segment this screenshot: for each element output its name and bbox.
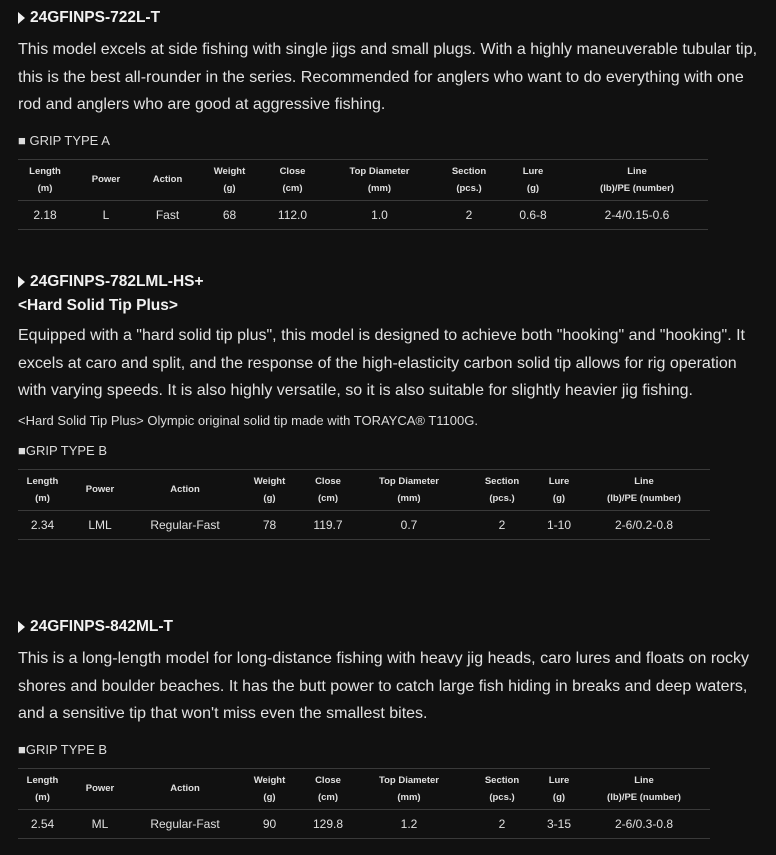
grip-type: ■GRIP TYPE B (18, 442, 108, 458)
cell-weight: 78 (237, 510, 302, 539)
model-title (18, 272, 763, 292)
table-header-row (18, 469, 710, 510)
column-header-label: Top Diameter (378, 475, 439, 487)
column-header-unit: (g) (552, 791, 566, 803)
grip-type: ■GRIP TYPE B (18, 741, 108, 757)
column-header-close (264, 159, 321, 200)
column-header-length (18, 159, 72, 200)
column-header-power (67, 768, 133, 809)
column-header-label: Length (29, 165, 61, 177)
cell-section: 2 (464, 510, 540, 539)
cell-action: Regular-Fast (133, 809, 237, 838)
cell-close: 129.8 (302, 809, 354, 838)
column-header-label: Action (170, 783, 200, 794)
cell-length: 2.18 (18, 200, 72, 229)
model-title-text: 24GFINPS-722L-T (30, 9, 161, 26)
column-header-label: Section (484, 774, 520, 786)
triangle-right-icon (18, 12, 25, 24)
column-header-weight (195, 159, 264, 200)
table-header-row (18, 159, 708, 200)
cell-section: 2 (464, 809, 540, 838)
cell-power: ML (67, 809, 133, 838)
table-row (18, 809, 710, 838)
column-header-label: Weight (253, 475, 286, 487)
column-header-unit: (mm) (397, 791, 421, 803)
column-header-unit: (lb)/PE (number) (607, 791, 681, 803)
column-header-section (464, 469, 540, 510)
model-note: <Hard Solid Tip Plus> Olympic original solid tip made with TORAYCA® T1100G. (18, 412, 478, 428)
cell-weight: 90 (237, 809, 302, 838)
column-header-unit: (m) (35, 492, 50, 504)
column-header-label: Line (634, 774, 654, 786)
column-header-lure (500, 159, 566, 200)
column-header-label: Power (91, 174, 121, 185)
model-subtitle: <Hard Solid Tip Plus> (18, 297, 178, 314)
cell-action: Fast (140, 200, 195, 229)
cell-section: 2 (438, 200, 500, 229)
column-header-unit: (pcs.) (456, 182, 482, 194)
column-header-label: Lure (548, 475, 570, 487)
column-header-weight (237, 469, 302, 510)
spec-table (18, 768, 710, 839)
table-header-row (18, 768, 710, 809)
column-header-unit: (cm) (317, 791, 339, 803)
spec-table (18, 469, 710, 540)
grip-type: ■ GRIP TYPE A (18, 132, 110, 148)
column-header-lure (540, 768, 578, 809)
column-header-unit: (g) (526, 182, 540, 194)
column-header-close (302, 768, 354, 809)
column-header-unit: (mm) (397, 492, 421, 504)
model-section-782lml-hs (18, 272, 763, 540)
column-header-label: Weight (253, 774, 286, 786)
cell-lure: 3-15 (540, 809, 578, 838)
cell-line: 2-6/0.2-0.8 (578, 510, 710, 539)
model-description: This model excels at side fishing with single jigs and small plugs. With a highly maneuverable tubular tip, this is the best all-rounder in the series. Recommended for anglers who want to do everything with one rod and anglers who are good at aggressive fishing. (18, 41, 758, 113)
cell-top-diameter: 1.0 (321, 200, 438, 229)
column-header-label: Action (152, 174, 183, 185)
column-header-length (18, 768, 67, 809)
model-title-text: 24GFINPS-842ML-T (30, 618, 173, 635)
column-header-line (578, 768, 710, 809)
column-header-label: Section (451, 165, 487, 177)
model-title-text: 24GFINPS-782LML-HS+ (30, 273, 204, 290)
column-header-label: Weight (213, 165, 246, 177)
column-header-unit: (g) (223, 182, 236, 194)
column-header-power (67, 469, 133, 510)
table-row (18, 510, 710, 539)
cell-length: 2.54 (18, 809, 67, 838)
column-header-label: Action (170, 484, 200, 495)
column-header-label: Lure (522, 165, 544, 177)
cell-weight: 68 (195, 200, 264, 229)
column-header-power (72, 159, 140, 200)
column-header-unit: (cm) (282, 182, 303, 194)
column-header-label: Close (315, 774, 341, 786)
cell-top-diameter: 1.2 (354, 809, 464, 838)
cell-lure: 0.6-8 (500, 200, 566, 229)
triangle-right-icon (18, 621, 25, 633)
column-header-action (133, 469, 237, 510)
column-header-line (566, 159, 708, 200)
model-description: Equipped with a "hard solid tip plus", this model is designed to achieve both "hooking" and "hooking". It excels at caro and split, and the response of the high-elasticity carbon solid tip allows for rig operation with varying speeds. It is also highly versatile, so it is also suitable for slightly heavier jig fishing. (18, 327, 745, 399)
table-row (18, 200, 708, 229)
column-header-top-diameter (354, 469, 464, 510)
cell-power: L (72, 200, 140, 229)
column-header-top-diameter (321, 159, 438, 200)
column-header-label: Close (315, 475, 341, 487)
model-section-842ml-t (18, 617, 763, 839)
column-header-section (464, 768, 540, 809)
column-header-action (140, 159, 195, 200)
triangle-right-icon (18, 276, 25, 288)
column-header-unit: (m) (37, 182, 53, 194)
column-header-label: Line (634, 475, 654, 487)
column-header-line (578, 469, 710, 510)
model-section-722l-t (18, 8, 763, 230)
column-header-action (133, 768, 237, 809)
column-header-unit: (g) (263, 492, 276, 504)
column-header-label: Power (85, 783, 115, 794)
column-header-label: Section (484, 475, 520, 487)
column-header-lure (540, 469, 578, 510)
model-title (18, 617, 763, 637)
column-header-label: Length (26, 475, 59, 487)
model-description: This is a long-length model for long-distance fishing with heavy jig heads, caro lures and floats on rocky shores and boulder beaches. It has the butt power to catch large fish hiding in breaks and deep waters, and a sensitive tip that won't miss even the smallest bites. (18, 650, 750, 722)
column-header-unit: (lb)/PE (number) (607, 492, 681, 504)
cell-power: LML (67, 510, 133, 539)
column-header-label: Lure (548, 774, 570, 786)
cell-action: Regular-Fast (133, 510, 237, 539)
column-header-label: Line (627, 165, 647, 177)
column-header-unit: (cm) (317, 492, 339, 504)
cell-lure: 1-10 (540, 510, 578, 539)
column-header-unit: (pcs.) (489, 492, 515, 504)
column-header-top-diameter (354, 768, 464, 809)
cell-line: 2-6/0.3-0.8 (578, 809, 710, 838)
column-header-label: Length (26, 774, 59, 786)
column-header-unit: (m) (35, 791, 50, 803)
column-header-label: Close (279, 165, 306, 177)
column-header-label: Top Diameter (349, 165, 410, 177)
column-header-unit: (mm) (367, 182, 392, 194)
cell-top-diameter: 0.7 (354, 510, 464, 539)
column-header-label: Power (85, 484, 115, 495)
column-header-close (302, 469, 354, 510)
column-header-unit: (pcs.) (489, 791, 515, 803)
column-header-unit: (g) (552, 492, 566, 504)
column-header-unit: (lb)/PE (number) (600, 182, 674, 194)
column-header-length (18, 469, 67, 510)
column-header-unit: (g) (263, 791, 276, 803)
model-title (18, 8, 763, 28)
cell-close: 112.0 (264, 200, 321, 229)
spec-table (18, 159, 708, 230)
column-header-section (438, 159, 500, 200)
cell-length: 2.34 (18, 510, 67, 539)
column-header-label: Top Diameter (378, 774, 439, 786)
column-header-weight (237, 768, 302, 809)
cell-line: 2-4/0.15-0.6 (566, 200, 708, 229)
cell-close: 119.7 (302, 510, 354, 539)
